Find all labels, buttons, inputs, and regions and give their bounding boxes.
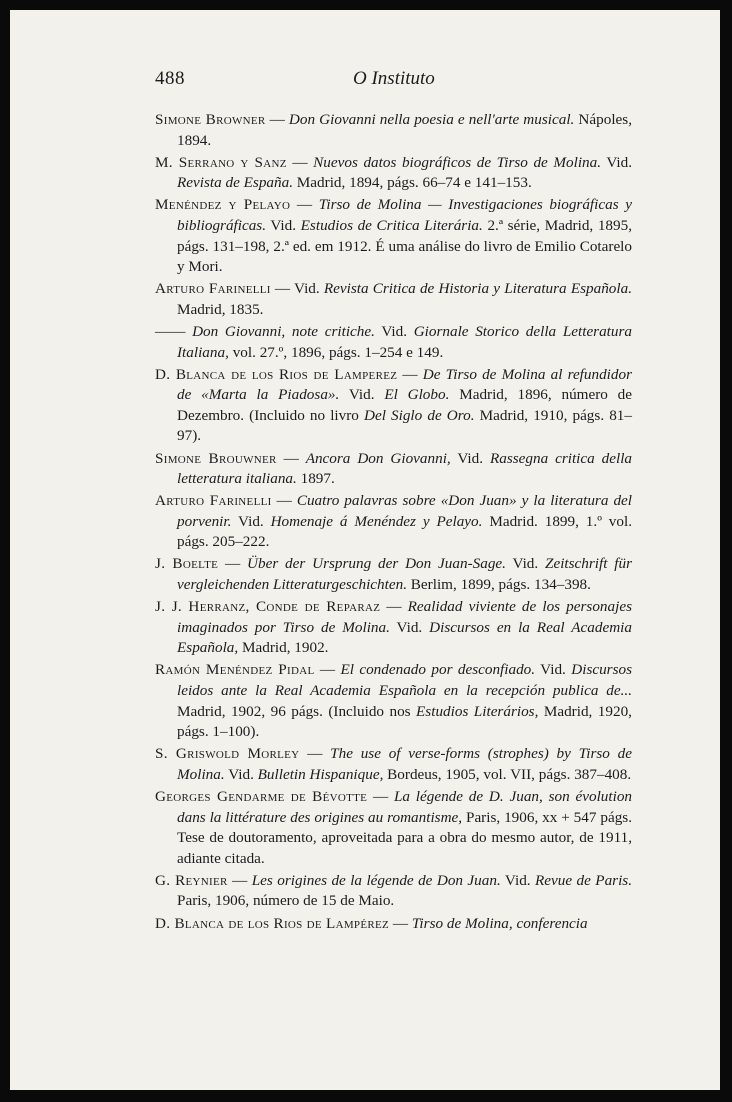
entry-source: Giornale Storico della Letteratura Italiana,	[177, 322, 633, 361]
entry-author: J. Boelte	[155, 555, 219, 573]
entry-source: Discursos leidos ante la Real Academia Española en la recepción publica de...	[177, 661, 633, 700]
entry-author: S. Griswold Morley	[155, 745, 300, 763]
entry-author: D. Blanca de los Rios de Lampérez	[155, 914, 390, 932]
entry-author: Arturo Farinelli	[155, 492, 272, 510]
entry-title: De Tirso de Molina al refundidor de «Marta la Piadosa».	[177, 365, 633, 404]
bibliography-entry: Arturo Farinelli — Cuatro palavras sobre «Don Juan» y la literatura del porvenir. Vid. Homenaje á Menéndez y Pelayo. Madrid. 1899, 1.º vol. págs. 205–222.	[155, 492, 633, 551]
entry-title: Tirso de Molina — Investigaciones biográficas y bibliográficas.	[177, 196, 632, 234]
entry-source: Homenaje á Menéndez y Pelayo.	[270, 512, 483, 530]
entry-details: Nápoles, 1894.	[177, 111, 633, 149]
entry-author: Arturo Farinelli	[155, 280, 271, 298]
entry-author: Simone Brouwner	[155, 449, 277, 467]
entry-source: Estudios Literários,	[416, 702, 539, 720]
entry-title: Les origines de la légende de Don Juan.	[251, 871, 501, 889]
entry-details: Berlim, 1899, págs. 134–398.	[407, 576, 591, 594]
entry-details: Paris, 1906, xx + 547 págs. Tese de doutoramento, aproveitada para a obra do mesmo autor, de 1911, adiante citada.	[177, 808, 632, 867]
entry-title: La légende de D. Juan, son évolution dans la littérature des origines au romantisme,	[177, 788, 633, 826]
entry-author: Menéndez y Pelayo	[155, 196, 291, 214]
entry-title: Don Giovanni, note critiche.	[192, 322, 375, 340]
page-number: 488	[155, 68, 185, 89]
entry-author: Georges Gendarme de Bévotte	[155, 788, 368, 805]
entry-source: Rassegna critica della letteratura italiana.	[177, 449, 633, 488]
entry-source: Revista de España.	[177, 174, 293, 192]
entry-title: Don Giovanni nella poesia e nell'arte musical.	[288, 111, 575, 128]
bibliography-entry: —— Don Giovanni, note critiche. Vid. Giornale Storico della Letteratura Italiana, vol. 27.º, 1896, págs. 1–254 e 149.	[155, 322, 633, 361]
entry-details: Madrid, 1902.	[238, 639, 329, 657]
bibliography-entry: J. Boelte — Über der Ursprung der Don Juan-Sage. Vid. Zeitschrift für vergleichenden Litteraturgeschichten. Berlim, 1899, págs. 134–398.	[155, 555, 633, 594]
bibliography-entry: D. Blanca de los Rios de Lamperez — De Tirso de Molina al refundidor de «Marta la Piadosa». Vid. El Globo. Madrid, 1896, número de Dezembro. (Incluido no livro Del Siglo de Oro. Madrid, 1910, págs. 81–97).	[155, 365, 633, 445]
bibliography-list	[155, 110, 632, 936]
bibliography-entry: Ramón Menéndez Pidal — El condenado por desconfiado. Vid. Discursos leidos ante la Real Academia Española en la recepción publica de... Madrid, 1902, 96 págs. (Incluido nos Estudios Literários, Madrid, 1920, págs. 1–100).	[155, 661, 633, 741]
entry-title: The use of verse-forms (strophes) by Tirso de Molina.	[177, 745, 633, 783]
entry-author: Ramón Menéndez Pidal	[155, 661, 315, 679]
entry-title: Tirso de Molina, conferencia	[411, 914, 588, 932]
document-page	[10, 10, 720, 1090]
running-title: O Instituto	[353, 68, 435, 89]
entry-title: Ancora Don Giovanni,	[305, 449, 451, 467]
entry-source: Estudios de Critica Literária.	[300, 216, 483, 234]
entry-source: Revue de Paris.	[535, 871, 633, 889]
entry-details: Paris, 1906, número de 15 de Maio.	[177, 892, 395, 910]
entry-source: Bulletin Hispanique,	[257, 765, 384, 783]
entry-source: Discursos en la Real Academia Española,	[177, 618, 632, 657]
entry-title: Über der Ursprung der Don Juan-Sage.	[247, 555, 506, 573]
entry-title: Cuatro palavras sobre «Don Juan» y la literatura del porvenir.	[177, 492, 633, 530]
entry-source: Del Siglo de Oro.	[364, 406, 475, 424]
entry-title: Nuevos datos biográficos de Tirso de Molina.	[313, 153, 602, 171]
bibliography-entry: Arturo Farinelli — Vid. Revista Critica de Historia y Literatura Española. Madrid, 1835.	[155, 280, 632, 318]
bibliography-entry: J. J. Herranz, Conde de Reparaz — Realidad viviente de los personajes imaginados por Tirso de Molina. Vid. Discursos en la Real Academia Española, Madrid, 1902.	[155, 598, 632, 657]
bibliography-entry: G. Reynier — Les origines de la légende de Don Juan. Vid. Revue de Paris. Paris, 1906, número de 15 de Maio.	[155, 871, 633, 910]
bibliography-entry: Simone Brouwner — Ancora Don Giovanni, Vid. Rassegna critica della letteratura italiana. 1897.	[155, 449, 633, 488]
entry-details: Madrid, 1910, págs. 81–97).	[177, 406, 632, 445]
entry-details: Madrid, 1894, págs. 66–74 e 141–153.	[293, 174, 532, 192]
entry-details: vol. 27.º, 1896, págs. 1–254 e 149.	[228, 343, 444, 361]
page-header	[155, 68, 635, 96]
bibliography-entry: D. Blanca de los Rios de Lampérez — Tirso de Molina, conferencia	[155, 914, 588, 932]
entry-details: Bordeus, 1905, vol. VII, págs. 387–408.	[383, 765, 632, 783]
entry-author: Simone Browner	[155, 111, 266, 128]
bibliography-entry: Georges Gendarme de Bévotte — La légende de D. Juan, son évolution dans la littérature des origines au romantisme, Paris, 1906, xx + 547 págs. Tese de doutoramento, aproveitada para a obra do mesmo autor, de 1911, adiante citada.	[155, 788, 633, 867]
entry-author: D. Blanca de los Rios de Lamperez	[155, 365, 398, 383]
entry-title: Realidad viviente de los personajes imaginados por Tirso de Molina.	[177, 598, 632, 636]
entry-title: El condenado por desconfiado.	[340, 661, 536, 679]
bibliography-entry: M. Serrano y Sanz — Nuevos datos biográficos de Tirso de Molina. Vid. Revista de España. Madrid, 1894, págs. 66–74 e 141–153.	[155, 153, 633, 192]
entry-source: El Globo.	[384, 386, 450, 404]
entry-details: Madrid. 1899, 1.º vol. págs. 205–222.	[177, 512, 632, 551]
bibliography-entry: S. Griswold Morley — The use of verse-forms (strophes) by Tirso de Molina. Vid. Bulletin Hispanique, Bordeus, 1905, vol. VII, págs. 387–408.	[155, 745, 633, 783]
entry-details: 2.ª série, Madrid, 1895, págs. 131–198, 2.ª ed. em 1912. É uma análise do livro de Emilio Cotarelo y Mori.	[177, 216, 632, 276]
entry-author: G. Reynier	[155, 871, 228, 889]
bibliography-entry: Menéndez y Pelayo — Tirso de Molina — Investigaciones biográficas y bibliográficas. Vid. Estudios de Critica Literária. 2.ª série, Madrid, 1895, págs. 131–198, 2.ª ed. em 1912. É uma análise do livro de Emilio Cotarelo y Mori.	[155, 196, 632, 276]
entry-source: Zeitschrift für vergleichenden Litteraturgeschichten.	[177, 555, 633, 594]
bibliography-entry: Simone Browner — Don Giovanni nella poesia e nell'arte musical. Nápoles, 1894.	[155, 111, 633, 149]
entry-source: Revista Critica de Historia y Literatura Española.	[323, 280, 632, 298]
entry-author: M. Serrano y Sanz	[155, 153, 287, 171]
entry-details: Madrid, 1835.	[177, 300, 264, 318]
entry-details: Madrid, 1920, págs. 1–100).	[177, 702, 632, 741]
entry-details: 1897.	[296, 470, 335, 488]
entry-author: J. J. Herranz, Conde de Reparaz	[155, 598, 381, 616]
